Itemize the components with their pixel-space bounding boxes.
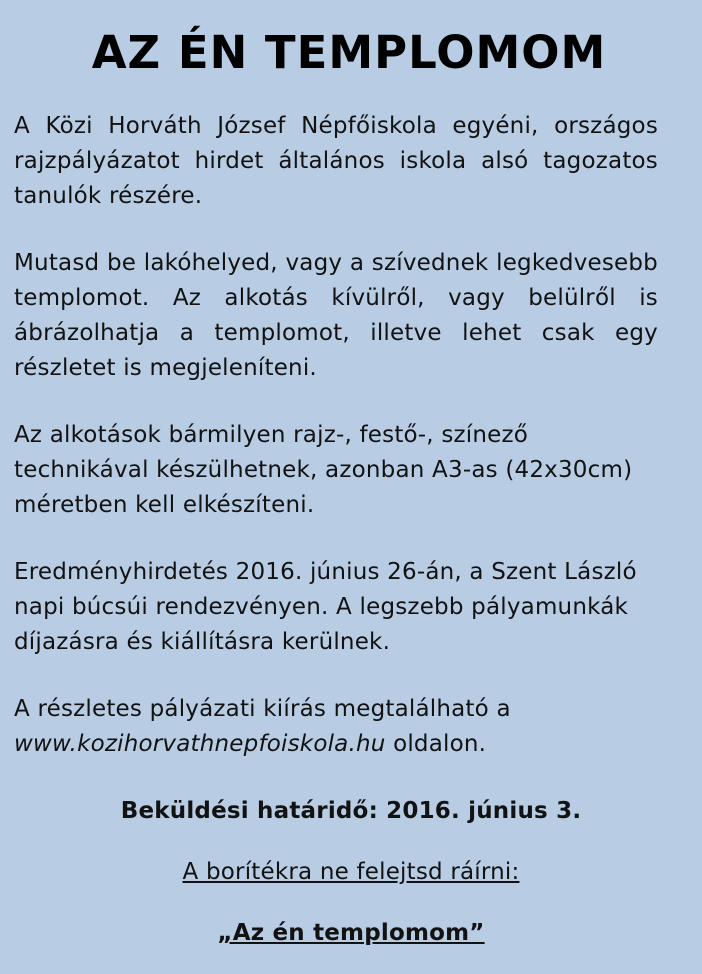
poster-title: AZ ÉN TEMPLOMOM (91, 26, 607, 79)
paragraph-results: Eredményhirdetés 2016. június 26-án, a Szent László napi búcsúi rendezvényen. A legszebb pályamunkák díjazásra és kiállításra kerülnek. (14, 559, 637, 655)
envelope-note: A borítékra ne felejtsd ráírni: (182, 859, 520, 885)
website-url: www.kozihorvathnepfoiskola.hu (14, 731, 386, 757)
paragraph-show-church: Mutasd be lakóhelyed, vagy a szívednek legkedvesebb templomot. Az alkotás kívülről, vagy belülről is ábrázolhatja a templomot, illetve lehet csak egy részletet is megjeleníteni. (14, 250, 658, 381)
deadline-line: Beküldési határidő: 2016. június 3. (120, 798, 582, 824)
envelope-title: „Az én templomom” (217, 920, 485, 946)
paragraph-intro: A Közi Horváth József Népfőiskola egyéni, országos rajzpályázatot hirdet általános iskola alsó tagozatos tanulók részére. (14, 113, 658, 209)
website-suffix: oldalon. (393, 731, 487, 757)
website-prefix: A részletes pályázati kiírás megtalálható a (14, 696, 511, 722)
paragraph-website (14, 692, 658, 762)
paragraph-technique: Az alkotások bármilyen rajz-, festő-, színező technikával készülhetnek, azonban A3-as (42x30cm) méretben kell elkészíteni. (14, 422, 633, 518)
